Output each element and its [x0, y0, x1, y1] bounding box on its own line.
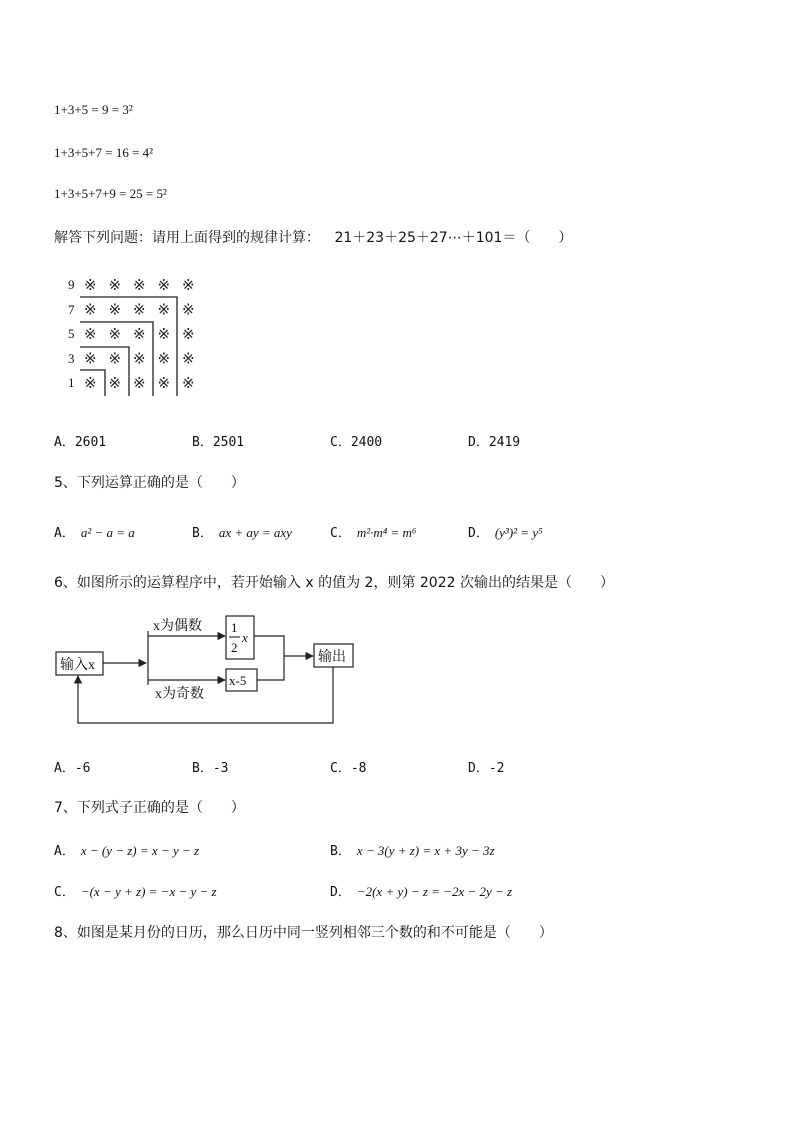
- grid-symbol: ※: [157, 351, 171, 368]
- row-label-7: 7: [68, 302, 75, 317]
- q5-option-b-label: B．: [192, 526, 213, 541]
- grid-symbol: ※: [108, 302, 122, 319]
- equation-3: 1+3+5+7+9 = 25 = 5²: [54, 186, 167, 201]
- equation-2: 1+3+5+7 = 16 = 4²: [54, 145, 154, 160]
- q7-option-b-label: B．: [330, 844, 351, 859]
- grid-symbol: ※: [157, 376, 171, 392]
- grid-symbol: ※: [84, 278, 97, 294]
- q5-option-c[interactable]: [330, 522, 416, 541]
- q5-option-d[interactable]: [468, 522, 543, 541]
- q7-option-d-label: D．: [330, 885, 351, 900]
- grid-symbol: ※: [84, 302, 97, 319]
- odd-number-square-figure: [60, 272, 210, 400]
- grid-symbol: ※: [133, 327, 146, 343]
- grid-symbol: ※: [182, 376, 195, 392]
- q7-stem: 7、下列式子正确的是（ ）: [54, 800, 245, 816]
- q6-option-c[interactable]: C．-8: [330, 761, 367, 776]
- q4-expression: 21＋23＋25＋27⋯＋101＝（ ）: [334, 230, 573, 246]
- equation-1: 1+3+5 = 9 = 3²: [54, 102, 133, 117]
- q8-stem: 8、如图是某月份的日历，那么日历中同一竖列相邻三个数的和不可能是（ ）: [54, 925, 553, 941]
- q6-option-d[interactable]: D．-2: [468, 761, 505, 776]
- grid-symbol: ※: [108, 376, 122, 392]
- q4-option-c[interactable]: C．2400: [330, 435, 383, 450]
- q7-option-c[interactable]: [54, 881, 217, 900]
- output-label: 输出: [318, 650, 346, 665]
- row-label-5: 5: [68, 326, 75, 341]
- grid-symbol: ※: [84, 327, 97, 343]
- grid-symbol: ※: [157, 278, 171, 294]
- q7-option-b-math: x − 3(y + z) = x + 3y − 3z: [356, 843, 495, 858]
- grid-symbol: ※: [182, 302, 195, 319]
- q4-prompt-text: 解答下列问题：请用上面得到的规律计算：: [54, 230, 320, 246]
- even-label: x为偶数: [153, 619, 202, 634]
- q5-option-c-label: C．: [330, 526, 351, 541]
- q6-option-a[interactable]: A．-6: [54, 761, 91, 776]
- q5-option-d-label: D．: [468, 526, 489, 541]
- grid-symbol: ※: [157, 302, 171, 319]
- half-variable: x: [242, 630, 248, 645]
- q4-option-b[interactable]: B．2501: [192, 435, 245, 450]
- q4-option-a[interactable]: A．2601: [54, 435, 107, 450]
- row-label-1: 1: [68, 375, 75, 390]
- q5-option-b-math: ax + ay = axy: [218, 525, 292, 540]
- grid-symbol: ※: [133, 278, 146, 294]
- q6-stem: 6、如图所示的运算程序中，若开始输入 x 的值为 2，则第 2022 次输出的结果是（ ）: [54, 575, 614, 591]
- grid-symbol: ※: [157, 327, 171, 343]
- q5-stem: 5、下列运算正确的是（ ）: [54, 475, 245, 491]
- grid-symbol: ※: [84, 376, 97, 392]
- q5-option-a-label: A．: [54, 526, 75, 541]
- q6-flowchart: [50, 606, 370, 730]
- q7-option-d-math: −2(x + y) − z = −2x − 2y − z: [356, 884, 513, 899]
- grid-symbol: ※: [84, 351, 97, 368]
- grid-symbol: ※: [182, 278, 195, 294]
- loop-back-line: [78, 667, 333, 723]
- half-numerator: 1: [231, 620, 238, 635]
- q4-option-d[interactable]: D．2419: [468, 435, 521, 450]
- q7-option-b[interactable]: [330, 840, 495, 859]
- q7-option-d[interactable]: [330, 881, 512, 900]
- q5-option-a-math: a² − a = a: [80, 525, 135, 540]
- row-label-3: 3: [68, 351, 75, 366]
- q4-prompt: [54, 227, 572, 247]
- grid-symbol: ※: [108, 351, 122, 368]
- input-label: 输入x: [60, 658, 95, 673]
- merge-line: [254, 636, 284, 680]
- grid-symbol: ※: [133, 376, 146, 392]
- q7-option-c-math: −(x − y + z) = −x − y − z: [80, 884, 217, 899]
- grid-symbol: ※: [108, 278, 122, 294]
- q5-option-c-math: m²·m⁴ = m⁶: [356, 525, 417, 540]
- q5-option-d-math: (y³)² = y⁵: [494, 525, 543, 540]
- grid-symbol: ※: [182, 351, 195, 368]
- minus-box-label: x-5: [229, 673, 247, 688]
- q7-option-a[interactable]: [54, 840, 199, 859]
- grid-symbol: ※: [133, 351, 146, 368]
- grid-symbol: ※: [133, 302, 146, 319]
- half-denominator: 2: [231, 640, 238, 655]
- q5-option-a[interactable]: [54, 522, 135, 541]
- row-label-9: 9: [68, 277, 75, 292]
- q6-option-b[interactable]: B．-3: [192, 761, 229, 776]
- q5-option-b[interactable]: [192, 522, 292, 541]
- grid-symbol: ※: [108, 327, 122, 343]
- q7-option-c-label: C．: [54, 885, 75, 900]
- q7-option-a-math: x − (y − z) = x − y − z: [80, 843, 200, 858]
- grid-symbol: ※: [182, 327, 195, 343]
- q7-option-a-label: A．: [54, 844, 75, 859]
- odd-label: x为奇数: [155, 687, 204, 702]
- symbol-grid: [84, 278, 195, 392]
